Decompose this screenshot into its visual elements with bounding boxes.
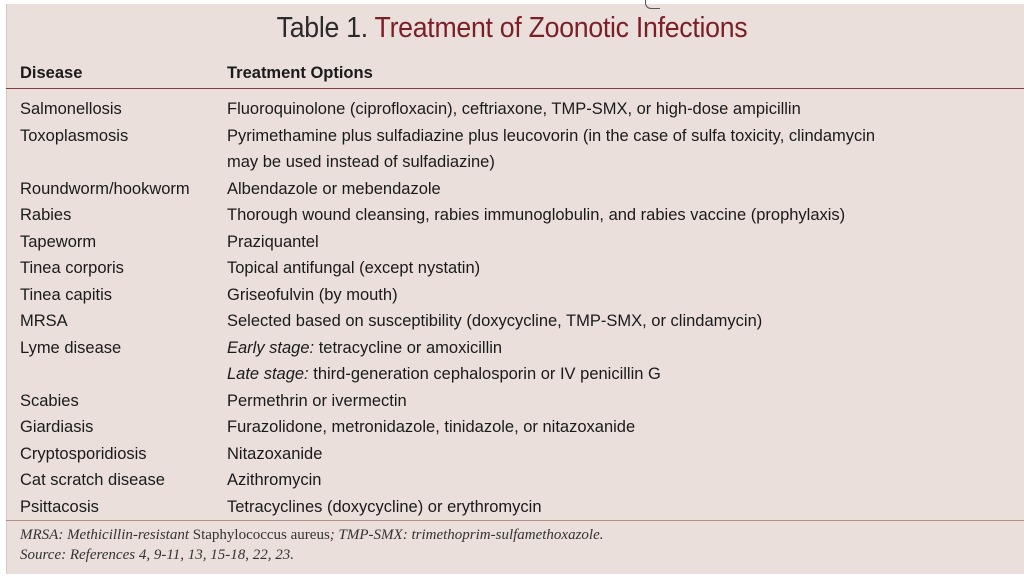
- footnote-source: Source: References 4, 9-11, 13, 15-18, 22, 23.: [20, 547, 294, 563]
- treatment-cell: [227, 335, 502, 362]
- treatment-cell: [227, 308, 762, 335]
- treatment-text: third-generation cephalosporin or IV penicillin G: [308, 365, 661, 383]
- treatment-text: Fluoroquinolone (ciprofloxacin), ceftriaxone, TMP-SMX, or high-dose ampicillin: [227, 100, 801, 118]
- footnote-abbrev-c: ; TMP-SMX: trimethoprim-sulfamethoxazole.: [329, 527, 604, 543]
- disease-cell: Tinea corporis: [20, 259, 124, 277]
- disease-cell: MRSA: [20, 312, 68, 330]
- footnote-abbrev-b: Staphylococcus aureus: [192, 527, 330, 543]
- disease-cell: Salmonellosis: [20, 100, 122, 118]
- disease-cell: Roundworm/hookworm: [20, 179, 190, 198]
- treatment-text: Topical antifungal (except nystatin): [227, 259, 481, 277]
- stage-label: Early stage:: [227, 338, 315, 357]
- title-main: Treatment of Zoonotic Infections: [374, 12, 748, 44]
- treatment-text: Thorough wound cleansing, rabies immunoglobulin, and rabies vaccine (prophylaxis): [227, 206, 846, 224]
- treatment-cell: [227, 176, 441, 203]
- disease-cell: Scabies: [20, 391, 79, 410]
- cursor-mark-icon: [645, 0, 660, 9]
- header-treatment: Treatment Options: [227, 64, 373, 82]
- treatment-cell: [227, 123, 875, 150]
- table-footnote: [20, 525, 1010, 565]
- header-divider: [6, 88, 1024, 89]
- treatment-text: Furazolidone, metronidazole, tinidazole, or nitazoxanide: [227, 418, 636, 436]
- treatment-cell: [227, 229, 319, 256]
- treatment-text: Selected based on susceptibility (doxycycline, TMP-SMX, or clindamycin): [227, 312, 763, 330]
- table-header-row: [0, 64, 1018, 86]
- treatment-text: Albendazole or mebendazole: [227, 179, 441, 198]
- header-disease: Disease: [20, 64, 83, 82]
- disease-cell: Lyme disease: [20, 338, 122, 357]
- treatment-text: Pyrimethamine plus sulfadiazine plus leucovorin (in the case of sulfa toxicity, clindamycin: [227, 126, 876, 145]
- footer-divider: [6, 520, 1024, 521]
- disease-cell: Giardiasis: [20, 418, 94, 436]
- disease-cell: Cryptosporidiosis: [20, 444, 147, 463]
- footnote-abbreviations: [20, 525, 1010, 545]
- disease-cell: Cat scratch disease: [20, 471, 165, 489]
- treatment-cell: [227, 282, 398, 309]
- treatment-text: Praziquantel: [227, 232, 319, 251]
- treatment-cell: [227, 149, 495, 176]
- treatment-cell: [227, 255, 480, 282]
- stage-label: Late stage:: [227, 365, 309, 383]
- disease-cell: Tinea capitis: [20, 285, 113, 304]
- treatment-text: Permethrin or ivermectin: [227, 391, 407, 410]
- treatment-text: Griseofulvin (by mouth): [227, 285, 398, 304]
- disease-cell: Psittacosis: [20, 497, 99, 516]
- treatment-text: tetracycline or amoxicillin: [314, 338, 503, 357]
- treatment-cell: [227, 441, 322, 468]
- disease-cell: Rabies: [20, 206, 72, 224]
- treatment-cell: [227, 96, 801, 123]
- treatment-cell: [227, 361, 661, 388]
- treatment-text: Tetracyclines (doxycycline) or erythromycin: [227, 497, 542, 516]
- treatment-text: may be used instead of sulfadiazine): [227, 153, 495, 171]
- treatment-text: Nitazoxanide: [227, 444, 323, 463]
- treatment-cell: [227, 414, 635, 441]
- footnote-abbrev-a: MRSA: Methicillin-resistant: [20, 527, 193, 543]
- table-title: [41, 12, 983, 45]
- title-prefix: Table 1.: [276, 12, 368, 44]
- disease-cell: Toxoplasmosis: [20, 126, 129, 145]
- treatment-text: Azithromycin: [227, 471, 322, 489]
- treatment-cell: [227, 494, 542, 521]
- treatment-cell: [227, 467, 321, 494]
- treatment-cell: [227, 202, 845, 229]
- treatment-cell: [227, 388, 407, 415]
- disease-cell: Tapeworm: [20, 232, 97, 251]
